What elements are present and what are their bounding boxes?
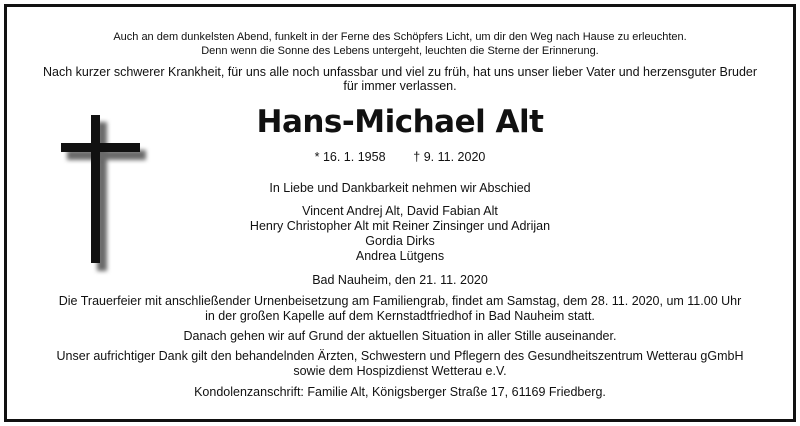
mourner-line: Andrea Lütgens [355,249,445,263]
mourner-line: Henry Christopher Alt mit Reiner Zinsinger und Adrijan [249,219,551,233]
funeral-line-1: Die Trauerfeier mit anschließender Urnenbeisetzung am Familiengrab, findet am Samstag, dem 28. 11. 2020, um 11.00 Uhr [58,294,742,308]
funeral-line-2: in der großen Kapelle auf dem Kernstadtfriedhof in Bad Nauheim statt. [205,309,595,323]
thanks-line-1: Unser aufrichtiger Dank gilt den behandelnden Ärzten, Schwestern und Pflegern des Gesundheitszentrum Wetterau gGmbH [56,349,744,363]
quote-line-1: Auch an dem dunkelsten Abend, funkelt in der Ferne des Schöpfers Licht, um dir den Weg nach Hause zu erleuchten. [113,31,687,43]
place-date: Bad Nauheim, den 21. 11. 2020 [312,273,488,287]
mourner-line: Gordia Dirks [365,234,435,248]
mourner-line: Vincent Andrej Alt, David Fabian Alt [302,204,498,218]
deceased-name: Hans-Michael Alt [256,104,544,140]
silence-note: Danach gehen wir auf Grund der aktuellen Situation in aller Stille auseinander. [183,329,617,343]
obituary-notice [4,4,796,422]
condolence-address: Kondolenzanschrift: Familie Alt, Königsberger Straße 17, 61169 Friedberg. [194,385,606,399]
quote-line-2: Denn wenn die Sonne des Lebens untergeht, leuchten die Sterne der Erinnerung. [201,45,599,57]
life-dates: * 16. 1. 1958 † 9. 11. 2020 [314,150,486,164]
thanks-line-2: sowie dem Hospizdienst Wetterau e.V. [293,364,507,378]
intro-line-1: Nach kurzer schwerer Krankheit, für uns alle noch unfassbar und viel zu früh, hat uns unser lieber Vater und herzensguter Bruder [42,65,758,79]
farewell-text: In Liebe und Dankbarkeit nehmen wir Abschied [269,181,531,195]
intro-line-2: für immer verlassen. [343,79,457,93]
